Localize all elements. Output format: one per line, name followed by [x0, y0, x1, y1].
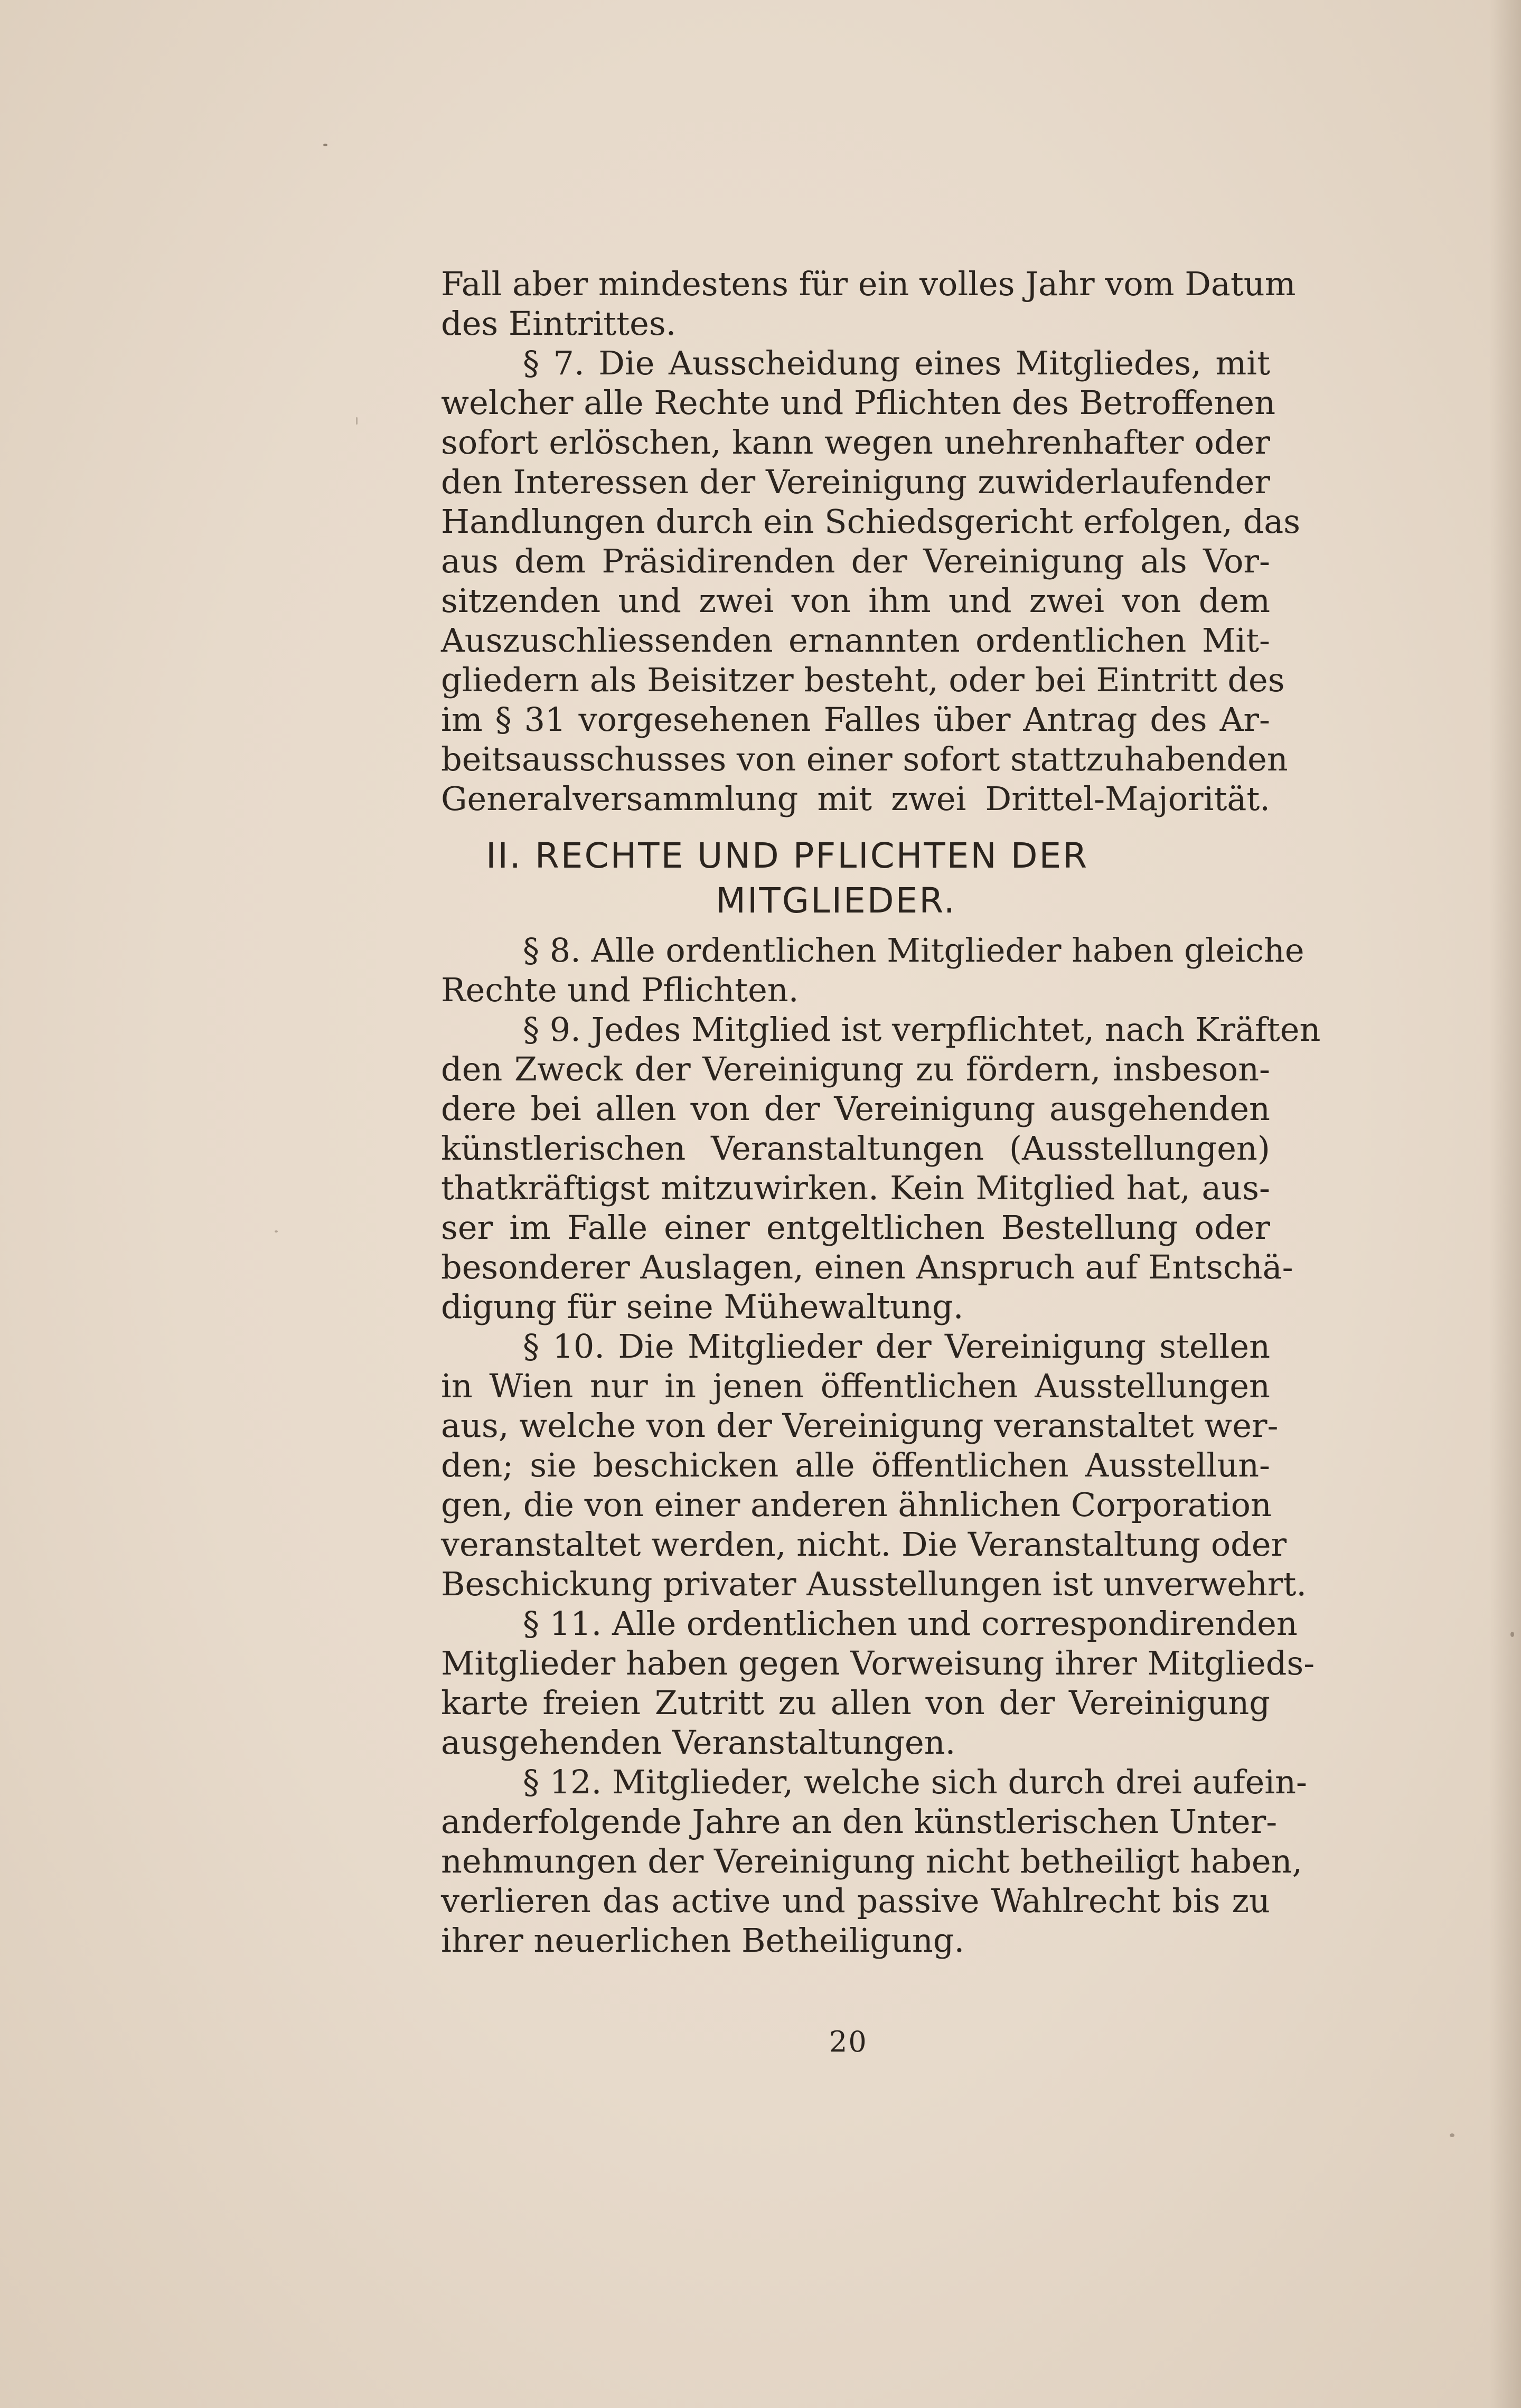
text-line: Generalversammlung mit zwei Drittel-Majorität. [441, 779, 1270, 818]
section-heading: II. RECHTE UND PFLICHTEN DER [486, 835, 1089, 876]
text-line: aus dem Präsidirenden der Vereinigung als Vor- [441, 542, 1270, 580]
text-line: ausgehenden Veranstaltungen. [441, 1723, 956, 1762]
paragraph-10-start: § 10. Die Mitglieder der Vereinigung stellen [523, 1327, 1270, 1366]
paragraph-12-start: § 12. Mitglieder, welche sich durch drei aufein- [523, 1763, 1307, 1801]
text-line: ihrer neuerlichen Betheiligung. [441, 1921, 965, 1960]
text-line: aus, welche von der Vereinigung veranstaltet wer- [441, 1406, 1279, 1445]
text-line: gliedern als Beisitzer besteht, oder bei Eintritt des [441, 661, 1285, 699]
text-line: sitzenden und zwei von ihm und zwei von dem [441, 581, 1270, 620]
text-line: Beschickung privater Ausstellungen ist unverwehrt. [441, 1565, 1307, 1603]
text-line: sofort erlöschen, kann wegen unehrenhafter oder [441, 423, 1270, 462]
paper-speck [323, 144, 327, 146]
text-line: den; sie beschicken alle öffentlichen Ausstellun- [441, 1446, 1270, 1484]
text-line: anderfolgende Jahre an den künstlerischen Unter- [441, 1802, 1278, 1841]
page-number: 20 [829, 2025, 868, 2058]
text-line: künstlerischen Veranstaltungen (Ausstellungen) [441, 1129, 1270, 1168]
text-line: dere bei allen von der Vereinigung ausgehenden [441, 1089, 1270, 1128]
text-line: nehmungen der Vereinigung nicht betheiligt haben, [441, 1842, 1303, 1880]
text-line: den Interessen der Vereinigung zuwiderlaufender [441, 463, 1270, 501]
text-line: in Wien nur in jenen öffentlichen Ausstellungen [441, 1367, 1270, 1405]
text-line: karte freien Zutritt zu allen von der Vereinigung [441, 1683, 1270, 1722]
text-line: Fall aber mindestens für ein volles Jahr vom Datum [441, 265, 1296, 303]
text-line: Mitglieder haben gegen Vorweisung ihrer Mitglieds- [441, 1644, 1315, 1682]
paper-speck [1450, 2133, 1454, 2137]
text-line: welcher alle Rechte und Pflichten des Betroffenen [441, 383, 1276, 422]
paragraph-11-start: § 11. Alle ordentlichen und correspondirenden [523, 1604, 1298, 1643]
paragraph-9-start: § 9. Jedes Mitglied ist verpflichtet, nach Kräften [523, 1010, 1321, 1049]
page-edge-shadow [1489, 0, 1521, 2408]
text-line: den Zweck der Vereinigung zu fördern, insbeson- [441, 1050, 1270, 1088]
paper-speck [356, 417, 358, 425]
text-line: im § 31 vorgesehenen Falles über Antrag des Ar- [441, 700, 1270, 739]
text-line: digung für seine Mühewaltung. [441, 1287, 964, 1326]
body-text [441, 264, 1321, 1960]
text-line: ser im Falle einer entgeltlichen Bestellung oder [441, 1208, 1270, 1247]
text-line: thatkräftigst mitzuwirken. Kein Mitglied hat, aus- [441, 1169, 1270, 1207]
text-line: Handlungen durch ein Schiedsgericht erfolgen, das [441, 502, 1301, 541]
text-line: verlieren das active und passive Wahlrecht bis zu [441, 1882, 1270, 1920]
text-line: Auszuschliessenden ernannten ordentlichen Mit- [441, 621, 1270, 660]
paragraph-7-start: § 7. Die Ausscheidung eines Mitgliedes, mit [523, 344, 1270, 382]
paragraph-8-start: § 8. Alle ordentlichen Mitglieder haben gleiche [523, 931, 1304, 970]
text-line: veranstaltet werden, nicht. Die Veranstaltung oder [441, 1525, 1287, 1564]
text-line: des Eintrittes. [441, 304, 677, 343]
text-line: Rechte und Pflichten. [441, 971, 799, 1009]
text-line: gen, die von einer anderen ähnlichen Corporation [441, 1485, 1272, 1524]
text-line: beitsausschusses von einer sofort stattzuhabenden [441, 740, 1288, 778]
paper-speck [275, 1230, 278, 1233]
text-line: besonderer Auslagen, einen Anspruch auf Entschä- [441, 1248, 1293, 1286]
section-heading-continued: MITGLIEDER. [716, 880, 956, 921]
